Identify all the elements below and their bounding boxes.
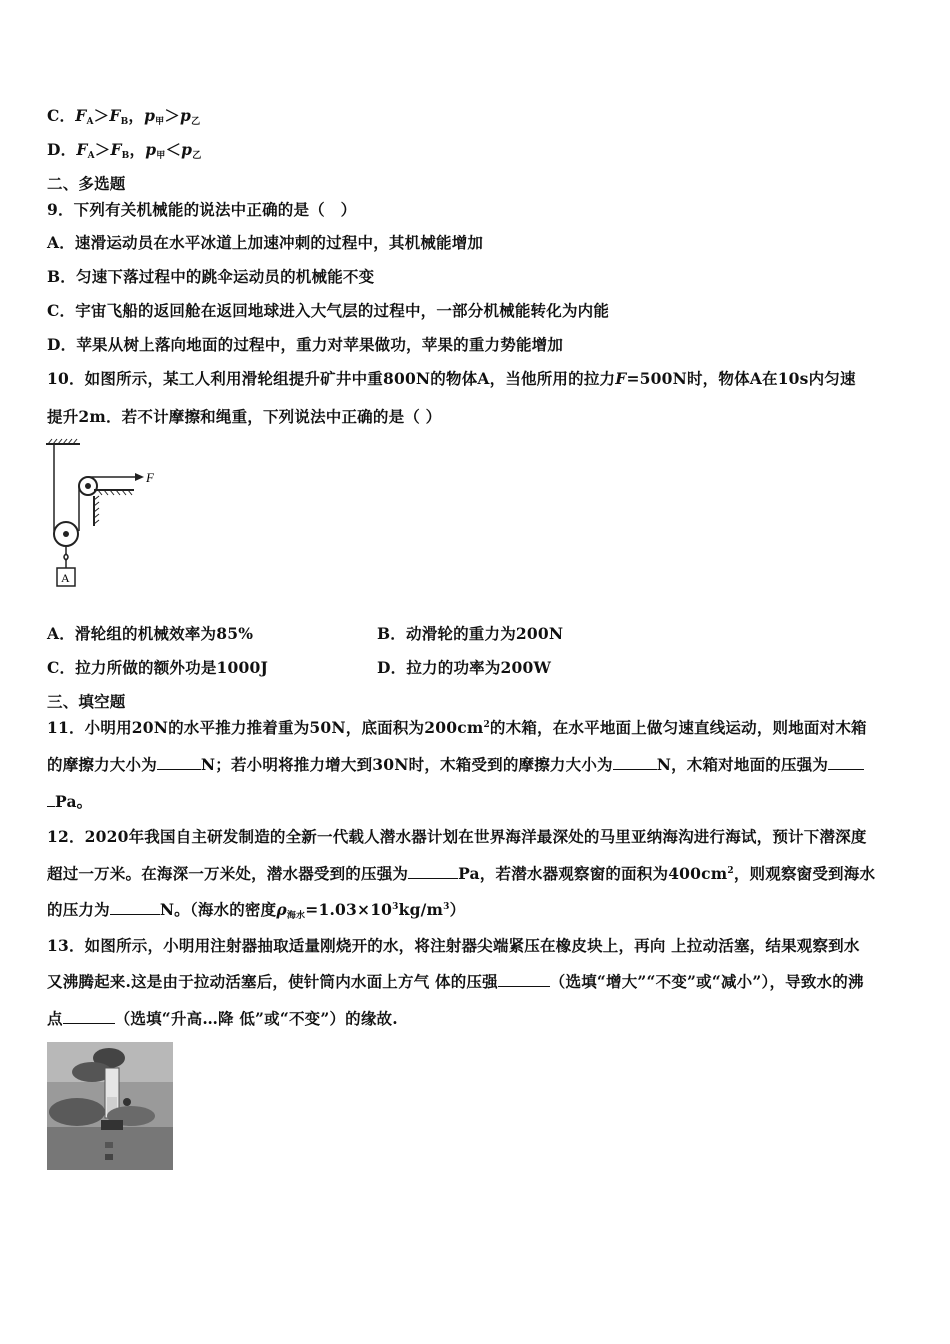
option-label: D． (47, 140, 77, 159)
superscript: 3 (392, 902, 399, 912)
superscript: 2 (727, 866, 734, 876)
q10-stem-line1 (47, 367, 856, 389)
text: 的木箱，在水平地面上做匀速直线运动，则地面对木箱 (489, 718, 867, 737)
text: Pa，若潜水器观察窗的面积为400cm (458, 864, 728, 883)
force-symbol: F (109, 106, 121, 125)
subscript: B (120, 117, 129, 127)
option-label: C． (47, 106, 76, 125)
text: ，则观察窗受到海水 (733, 864, 876, 883)
q9-option-b: B．匀速下落过程中的跳伞运动员的机械能不变 (47, 267, 375, 286)
answer-blank[interactable] (408, 864, 458, 879)
pulley-system-figure (40, 436, 160, 592)
q10-option-a: A．滑轮组的机械效率为85% (47, 624, 254, 643)
text: 10．如图所示，某工人利用滑轮组提升矿井中重800N的物体A，当他所用的拉力 (47, 369, 616, 388)
answer-blank[interactable] (63, 1009, 115, 1024)
relation: ＜ (165, 140, 182, 159)
q13-line1: 13．如图所示，小明用注射器抽取适量刚烧开的水，将注射器尖端紧压在橡皮块上，再向 上拉动活塞，结果观察到水 (47, 936, 860, 955)
q13-line2 (47, 970, 864, 992)
relation: ＞ (164, 106, 181, 125)
subscript: 乙 (191, 117, 201, 127)
q11-line2 (47, 753, 864, 775)
q11-line1 (47, 716, 867, 738)
answer-blank[interactable] (498, 972, 550, 987)
pressure-symbol: p (181, 140, 193, 159)
text: N。（海水的密度 (159, 900, 277, 919)
force-symbol: F (76, 140, 88, 159)
subscript: 甲 (155, 117, 165, 127)
syringe-experiment-photo (47, 1042, 173, 1170)
text: 的压力为 (47, 900, 110, 919)
subscript: B (121, 151, 130, 161)
text: （选填“增大”“不变”或“减小”），导致水的沸 (549, 972, 864, 991)
q9-stem: 9．下列有关机械能的说法中正确的是（ ） (47, 200, 357, 219)
q12-line1: 12．2020年我国自主研发制造的全新一代载人潜水器计划在世界海洋最深处的马里亚纳海沟进行海试，预计下潜深度 (47, 827, 867, 846)
text: N；若小明将推力增大到30N时，木箱受到的摩擦力大小为 (200, 755, 613, 774)
answer-blank[interactable] (110, 900, 160, 915)
answer-blank[interactable] (157, 755, 201, 770)
text: =1.03×10 (305, 900, 393, 919)
relation: ＞ (93, 106, 110, 125)
text: kg/m (398, 900, 444, 919)
subscript: 甲 (156, 151, 166, 161)
subscript: A (86, 117, 94, 127)
text: 的摩擦力大小为 (47, 755, 157, 774)
force-label-f: F (146, 470, 154, 485)
force-symbol: F (75, 106, 87, 125)
force-symbol: F (110, 140, 122, 159)
superscript: 3 (443, 902, 450, 912)
text: Pa。 (55, 792, 93, 811)
q10-option-d: D．拉力的功率为200W (377, 658, 552, 677)
q11-line3 (47, 790, 92, 812)
q8-option-d: D．$F_A>F_B$，$p_甲<p_乙$ (47, 140, 202, 161)
answer-blank[interactable] (828, 755, 864, 770)
q10-stem-line2: 提升2m．若不计摩擦和绳重，下列说法中正确的是（ ） (47, 407, 442, 426)
text: 超过一万米。在海深一万米处，潜水器受到的压强为 (47, 864, 409, 883)
superscript: 2 (483, 720, 490, 730)
q8-option-c: C．$F_A>F_B$，$p_甲>p_乙$ (47, 106, 201, 127)
q9-option-d: D．苹果从树上落向地面的过程中，重力对苹果做功，苹果的重力势能增加 (47, 335, 564, 354)
text: 点 (47, 1009, 63, 1028)
pressure-symbol: p (180, 106, 192, 125)
q10-option-b: B．动滑轮的重力为200N (377, 624, 564, 643)
text: （选填“升高…降 低”或“不变”）的缘故. (114, 1009, 398, 1028)
section-heading-fill-in: 三、填空题 (47, 692, 126, 711)
pressure-symbol: p (144, 106, 156, 125)
q10-option-c: C．拉力所做的额外功是1000J (47, 658, 269, 677)
text: ） (449, 900, 466, 919)
text: =500N时，物体A在10s内匀速 (626, 369, 856, 388)
subscript: 乙 (192, 151, 202, 161)
block-label-a: A (61, 571, 70, 585)
rho-symbol: ρ (276, 900, 287, 919)
q12-line2 (47, 862, 875, 884)
force-symbol: F (615, 369, 627, 388)
q12-line3 (47, 898, 465, 921)
subscript: 海水 (286, 911, 306, 921)
text: N，木箱对地面的压强为 (656, 755, 829, 774)
section-heading-multiple-choice: 二、多选题 (47, 174, 126, 193)
relation: ＞ (94, 140, 111, 159)
pressure-symbol: p (145, 140, 157, 159)
text: 11．小明用20N的水平推力推着重为50N，底面积为200cm (47, 718, 484, 737)
q9-option-a: A．速滑运动员在水平冰道上加速冲刺的过程中，其机械能增加 (47, 233, 484, 252)
subscript: A (87, 151, 95, 161)
text: 又沸腾起来.这是由于拉动活塞后，使针筒内水面上方气 体的压强 (47, 972, 498, 991)
answer-blank[interactable] (613, 755, 657, 770)
q13-line3 (47, 1007, 398, 1029)
q9-option-c: C．宇宙飞船的返回舱在返回地球进入大气层的过程中，一部分机械能转化为内能 (47, 301, 610, 320)
answer-blank[interactable] (47, 792, 55, 807)
